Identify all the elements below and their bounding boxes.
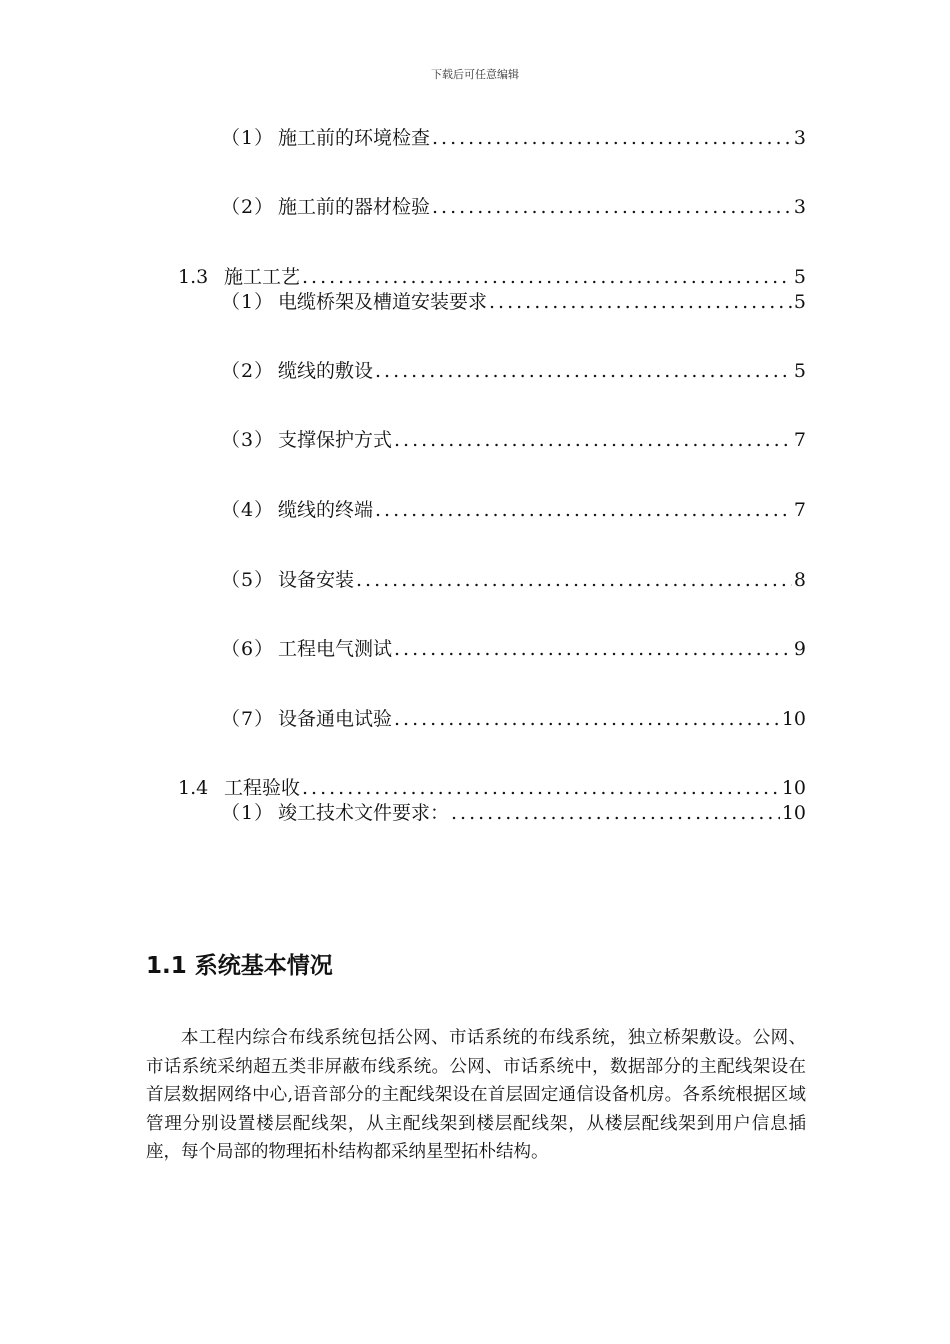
- toc-leader: [432, 126, 792, 150]
- toc-page-number: 5: [793, 291, 806, 313]
- toc-entry[interactable]: [221, 290, 806, 314]
- toc-title: 竣工技术文件要求：: [278, 802, 450, 824]
- toc-leader: [432, 195, 792, 219]
- toc-leader: [375, 498, 792, 522]
- toc-entry[interactable]: [221, 126, 806, 150]
- toc-page-number: 10: [781, 802, 806, 824]
- toc-number: （2）: [221, 196, 275, 218]
- body-paragraph: 本工程内综合布线系统包括公网、市话系统的布线系统，独立桥架敷设。公网、市话系统采纳超五类非屏蔽布线系统。公网、市话系统中，数据部分的主配线架设在首层数据网络中心,语音部分的主配线架设在首层固定通信设备机房。各系统根据区域管理分别设置楼层配线架，从主配线架到楼层配线架，从楼层配线架到用户信息插座，每个局部的物理拓朴结构都采纳星型拓朴结构。: [146, 1028, 806, 1162]
- toc-number: （5）: [221, 569, 275, 591]
- toc-leader: [394, 637, 792, 661]
- toc-leader: [394, 428, 792, 452]
- toc-number: （4）: [221, 499, 275, 521]
- toc-page-number: 8: [793, 569, 806, 591]
- toc-page-number: 10: [781, 777, 806, 799]
- toc-title: 缆线的敷设: [278, 360, 374, 382]
- toc-page-number: 3: [793, 127, 806, 149]
- toc-number: （1）: [221, 127, 275, 149]
- toc-page-number: 7: [793, 429, 806, 451]
- toc-title: 电缆桥架及槽道安装要求: [278, 291, 488, 313]
- toc-leader: [489, 290, 792, 314]
- toc-title: 施工前的器材检验: [278, 196, 431, 218]
- toc-leader: [394, 707, 780, 731]
- toc-title: 缆线的终端: [278, 499, 374, 521]
- toc-number: （6）: [221, 638, 275, 660]
- toc-entry[interactable]: [178, 776, 806, 800]
- toc-page-number: 7: [793, 499, 806, 521]
- toc-leader: [302, 265, 792, 289]
- toc-title: 施工前的环境检查: [278, 127, 431, 149]
- toc-leader: [302, 776, 780, 800]
- toc-page-number: 5: [793, 266, 806, 288]
- section-heading: 1.1 系统基本情况: [146, 953, 333, 979]
- toc-leader: [356, 568, 792, 592]
- toc-entry[interactable]: [221, 428, 806, 452]
- toc-title: 设备安装: [278, 569, 355, 591]
- toc-entry[interactable]: [221, 359, 806, 383]
- toc-page-number: 10: [781, 708, 806, 730]
- toc-page-number: 5: [793, 360, 806, 382]
- toc-number: （1）: [221, 291, 275, 313]
- toc-entry[interactable]: [221, 568, 806, 592]
- toc-page-number: 9: [793, 638, 806, 660]
- toc-title: 施工工艺: [224, 266, 301, 288]
- header-note: 下载后可任意编辑: [431, 68, 519, 81]
- toc-number: （7）: [221, 708, 275, 730]
- toc-title: 设备通电试验: [278, 708, 393, 730]
- toc-page-number: 3: [793, 196, 806, 218]
- toc-entry[interactable]: [221, 195, 806, 219]
- toc-entry[interactable]: [178, 265, 806, 289]
- toc-number: 1.3: [178, 266, 209, 288]
- toc-number: （2）: [221, 360, 275, 382]
- toc-leader: [451, 801, 780, 825]
- toc-entry[interactable]: [221, 498, 806, 522]
- toc-leader: [375, 359, 792, 383]
- toc-entry[interactable]: [221, 801, 806, 825]
- toc-entry[interactable]: [221, 707, 806, 731]
- toc-title: 工程电气测试: [278, 638, 393, 660]
- toc-number: （1）: [221, 802, 275, 824]
- toc-number: （3）: [221, 429, 275, 451]
- toc-title: 工程验收: [224, 777, 301, 799]
- toc-number: 1.4: [178, 777, 209, 799]
- toc-title: 支撑保护方式: [278, 429, 393, 451]
- toc-entry[interactable]: [221, 637, 806, 661]
